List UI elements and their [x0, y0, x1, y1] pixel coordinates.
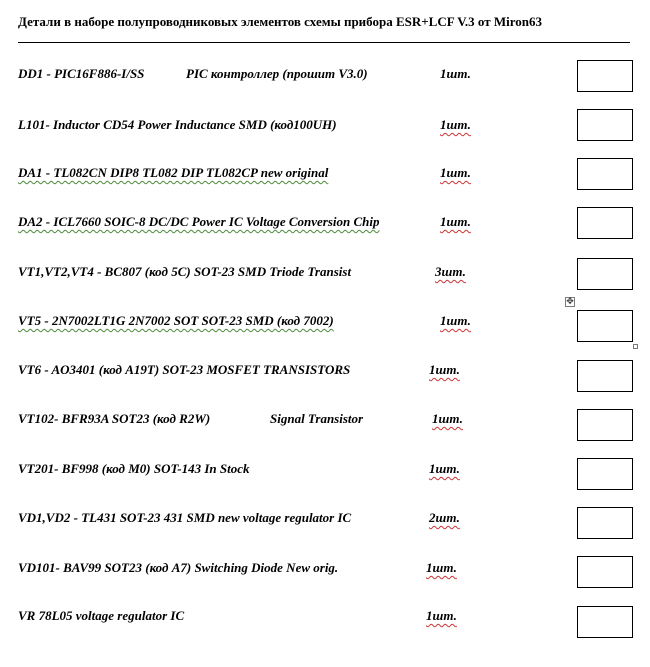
- checkbox-field[interactable]: [577, 109, 633, 141]
- title-rule: [18, 42, 630, 43]
- part-name: L101- Inductor CD54 Power Inductance SMD (код100UH): [18, 117, 337, 132]
- part-name: VD101- BAV99 SOT23 (код A7) Switching Diode New orig.: [18, 560, 339, 575]
- part-quantity: 1шт.: [440, 66, 471, 81]
- checkbox-field[interactable]: [577, 258, 633, 290]
- part-quantity: 1шт.: [432, 411, 463, 426]
- part-quantity: 1шт.: [440, 165, 471, 180]
- resize-square-icon[interactable]: [633, 344, 638, 349]
- part-quantity: 2шт.: [429, 510, 460, 525]
- part-quantity: 1шт.: [429, 461, 460, 476]
- part-name: VT1,VT2,VT4 - BC807 (код 5C) SOT-23 SMD Triode Transist: [18, 264, 352, 279]
- checkbox-field[interactable]: [577, 606, 633, 638]
- part-quantity: 1шт.: [426, 560, 457, 575]
- part-name: DD1 - PIC16F886-I/SS: [18, 66, 145, 81]
- part-quantity: 1шт.: [429, 362, 460, 377]
- checkbox-field[interactable]: [577, 556, 633, 588]
- checkbox-field[interactable]: [577, 310, 633, 342]
- part-name: VT102- BFR93A SOT23 (код R2W): [18, 411, 211, 426]
- part-name: DA2 - ICL7660 SOIC-8 DC/DC Power IC Voltage Conversion Chip: [18, 214, 380, 229]
- checkbox-field[interactable]: [577, 158, 633, 190]
- part-description: Signal Transistor: [270, 411, 364, 426]
- part-name: DA1 - TL082CN DIP8 TL082 DIP TL082CP new original: [18, 165, 329, 180]
- checkbox-field[interactable]: [577, 458, 633, 490]
- part-quantity: 3шт.: [435, 264, 466, 279]
- part-quantity: 1шт.: [440, 214, 471, 229]
- part-quantity: 1шт.: [440, 117, 471, 132]
- part-name: VT201- BF998 (код M0) SOT-143 In Stock: [18, 461, 250, 476]
- part-name: VT6 - AO3401 (код A19T) SOT-23 MOSFET TRANSISTORS: [18, 362, 351, 377]
- checkbox-field[interactable]: [577, 360, 633, 392]
- part-name: VT5 - 2N7002LT1G 2N7002 SOT SOT-23 SMD (код 7002): [18, 313, 334, 328]
- checkbox-field[interactable]: [577, 207, 633, 239]
- part-quantity: 1шт.: [440, 313, 471, 328]
- part-description: PIC контроллер (прошит V3.0): [186, 66, 368, 81]
- part-name: VD1,VD2 - TL431 SOT-23 431 SMD new voltage regulator IC: [18, 510, 352, 525]
- move-arrows-icon[interactable]: ✥: [566, 297, 574, 307]
- document-title: Детали в наборе полупроводниковых элементов схемы прибора ESR+LCF V.3 от Miron63: [18, 14, 543, 29]
- checkbox-field[interactable]: [577, 507, 633, 539]
- checkbox-field[interactable]: [577, 60, 633, 92]
- part-name: VR 78L05 voltage regulator IC: [18, 608, 185, 623]
- checkbox-field[interactable]: [577, 409, 633, 441]
- part-quantity: 1шт.: [426, 608, 457, 623]
